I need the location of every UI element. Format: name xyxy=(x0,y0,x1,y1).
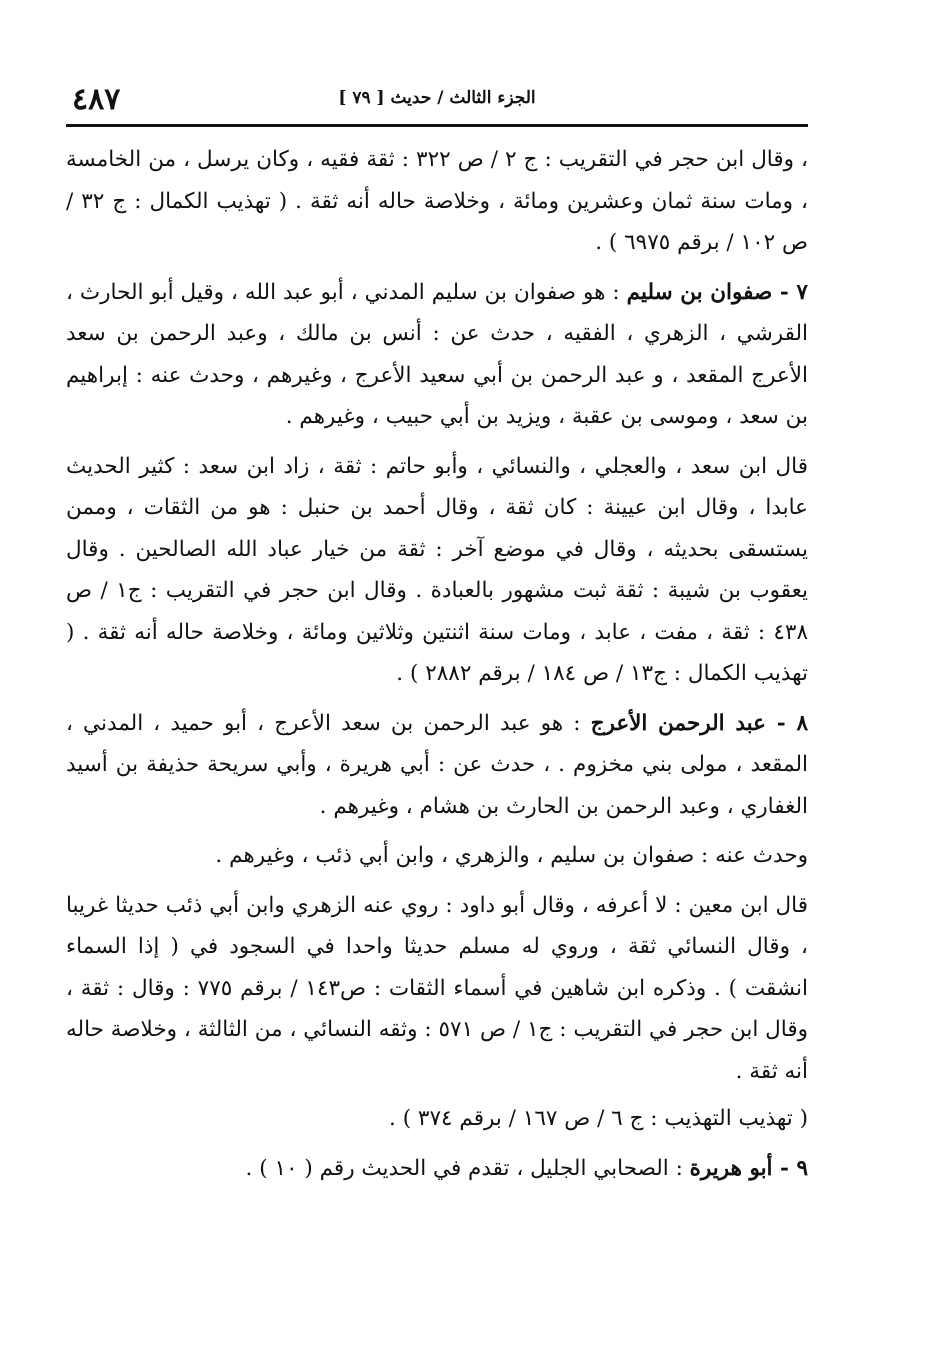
paragraph-1-text: ، وقال ابن حجر في التقريب : ج ٢ / ص ٣٢٢ : ثقة فقيه ، وكان يرسل ، من الخامسة ، ومات سنة ثمان وعشرين ومائة ، وخلاصة حاله أنه ثقة . ( تهذيب الكمال : ج ٣٢ / ص ١٠٢ / برقم ٦٩٧٥ ) . xyxy=(66,147,808,255)
paragraph-narrator-8 xyxy=(66,703,808,828)
paragraph-narrator-7-grading xyxy=(66,446,808,695)
citation-text: ( تهذيب التهذيب : ج ٦ / ص ١٦٧ / برقم ٣٧٤ ) . xyxy=(389,1106,808,1131)
narrator-8-heading: ٨ - عبد الرحمن الأعرج xyxy=(590,710,808,736)
narrator-7-heading: ٧ - صفوان بن سليم xyxy=(626,279,808,305)
narrator-8-grading-text: قال ابن معين : لا أعرفه ، وقال أبو داود : روي عنه الزهري وابن أبي ذئب حديثا غريبا ، وقال النسائي ثقة ، وروي له مسلم حديثا واحدا في السجود في ( إذا السماء انشقت ) . وذكره ابن شاهين في أسماء الثقات : ص١٤٣ / برقم ٧٧٥ : وقال : ثقة ، وقال ابن حجر في التقريب : ج١ / ص ٥٧١ : وثقه النسائي ، من الثالثة ، وخلاصة حاله أنه ثقة . xyxy=(66,892,808,1084)
running-head: الجزء الثالث / حديث [ ٧٩ ] xyxy=(338,88,536,108)
narrator-8-text: : هو عبد الرحمن بن سعد الأعرج ، أبو حميد ، المدني ، المقعد ، مولى بني مخزوم . ، حدث عن : أبي هريرة ، وأبي سريحة حذيفة بن أسيد الغفاري ، وعبد الرحمن بن الحارث بن هشام ، وغيرهم . xyxy=(66,710,808,819)
paragraph-narrator-7 xyxy=(66,272,808,438)
page-number: ٤٨٧ xyxy=(72,82,121,117)
narrator-7-text: : هو صفوان بن سليم المدني ، أبو عبد الله ، وقيل أبو الحارث ، القرشي ، الزهري ، الفقيه ، حدث عن : أنس بن مالك ، وعبد الرحمن بن سعد الأعرج المقعد ، و عبد الرحمن بن أبي سعيد الأعرج ، وغيرهم ، وحدث عنه : إبراهيم بن سعد ، وموسى بن عقبة ، ويزيد بن أبي حبيب ، وغيرهم . xyxy=(66,279,808,429)
narrator-7-grading-text: قال ابن سعد ، والعجلي ، والنسائي ، وأبو حاتم : ثقة ، زاد ابن سعد : كثير الحديث عابدا ، وقال ابن عيينة : كان ثقة ، وقال أحمد بن حنبل : هو من الثقات ، وممن يستسقى بحديثه ، وقال في موضع آخر : ثقة من خيار عباد الله الصالحين . وقال يعقوب بن شيبة : ثقة ثبت مشهور بالعبادة . وقال ابن حجر في التقريب : ج١ / ص ٤٣٨ : ثقة ، مفت ، عابد ، ومات سنة اثنتين وثلاثين ومائة ، وخلاصة حاله أنه ثقة . ( تهذيب الكمال : ج١٣ / ص ١٨٤ / برقم ٢٨٨٢ ) . xyxy=(66,453,808,686)
paragraph-narrator-8-grading xyxy=(66,885,808,1093)
paragraph-1 xyxy=(66,139,808,264)
paragraph-narrator-8-students xyxy=(66,835,808,877)
header-rule xyxy=(66,124,808,127)
narrator-9-text: : الصحابي الجليل ، تقدم في الحديث رقم ( ١٠ ) . xyxy=(245,1155,690,1181)
narrator-8-students-text: وحدث عنه : صفوان بن سليم ، والزهري ، وابن أبي ذئب ، وغيرهم . xyxy=(215,843,808,868)
paragraph-narrator-9 xyxy=(66,1148,808,1190)
paragraph-citation xyxy=(66,1098,808,1140)
body-text xyxy=(66,139,808,1189)
narrator-9-heading: ٩ - أبو هريرة xyxy=(689,1155,808,1181)
book-page xyxy=(66,82,808,1197)
page-header xyxy=(66,82,808,124)
